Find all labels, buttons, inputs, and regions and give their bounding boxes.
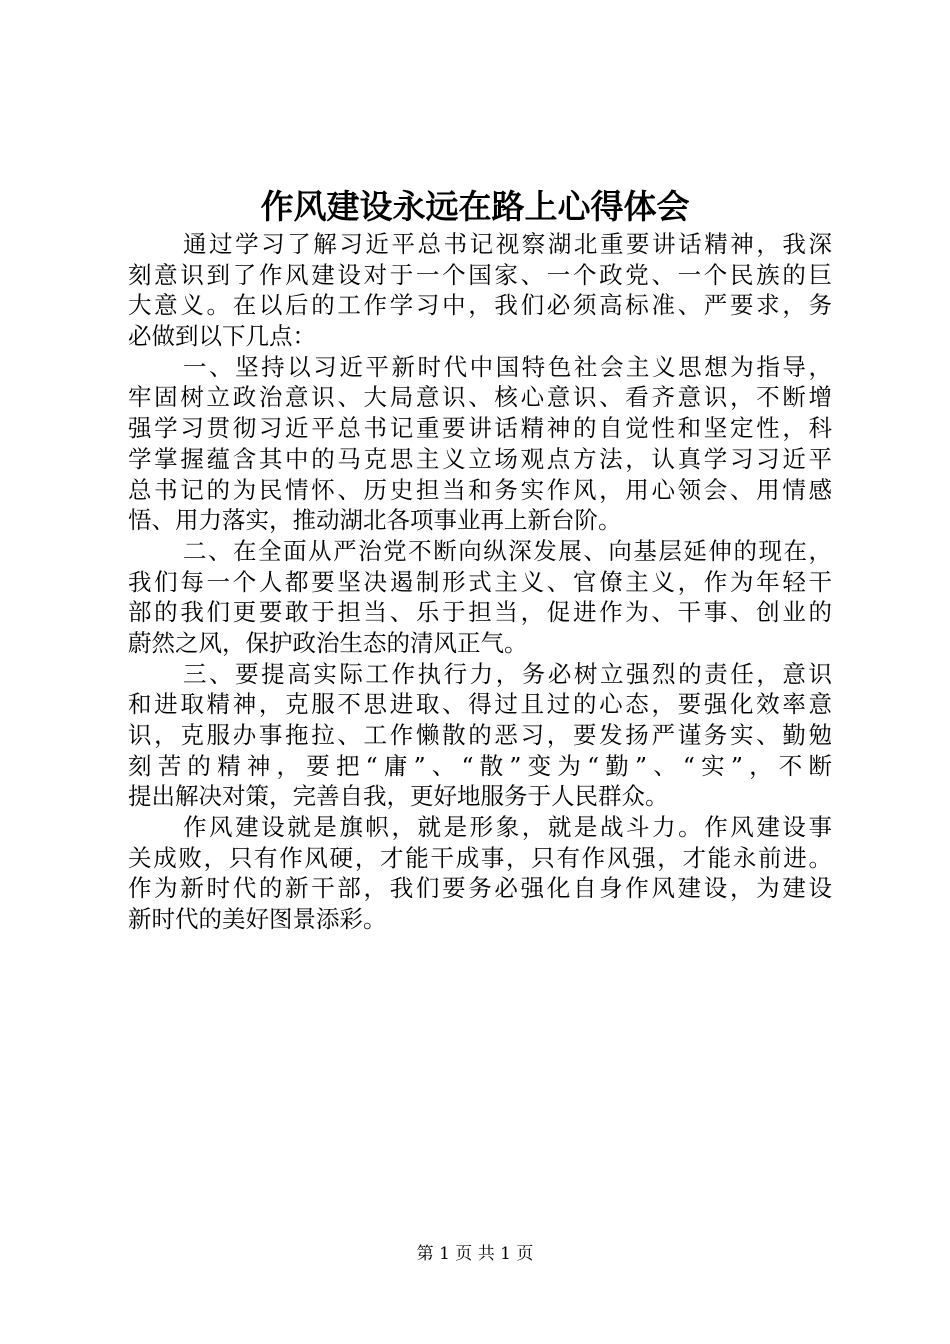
paragraph-line: 和进取精神，克服不思进取、得过且过的心态，要强化效率意: [128, 690, 832, 719]
paragraph-line: 二、在全面从严治党不断向纵深发展、向基层延伸的现在，: [183, 536, 832, 565]
paragraph-line: 牢固树立政治意识、大局意识、核心意识、看齐意识，不断增: [128, 383, 832, 412]
paragraph-line: 新时代的美好图景添彩。: [128, 905, 387, 934]
paragraph-line: 悟、用力落实，推动湖北各项事业再上新台阶。: [128, 506, 622, 535]
paragraph-line: 必做到以下几点：: [128, 322, 316, 351]
paragraph-line: 通过学习了解习近平总书记视察湖北重要讲话精神，我深: [183, 230, 832, 258]
paragraph-line: 提出解决对策，完善自我，更好地服务于人民群众。: [128, 782, 669, 811]
paragraph-line: 学掌握蕴含其中的马克思主义立场观点方法，认真学习习近平: [128, 444, 832, 473]
paragraph-line: 作为新时代的新干部，我们要务必强化自身作风建设，为建设: [128, 874, 832, 903]
paragraph-line: 刻苦的精神，要把“庸”、“散”变为“勤”、“实”，不断: [128, 751, 832, 780]
paragraph-line: 三、要提高实际工作执行力，务必树立强烈的责任，意识: [183, 659, 832, 688]
paragraph-line: 识，克服办事拖拉、工作懒散的恶习，要发扬严谨务实、勤勉: [128, 721, 832, 749]
document-body: [128, 229, 832, 935]
paragraph-line: 作风建设就是旗帜，就是形象，就是战斗力。作风建设事: [183, 813, 832, 842]
paragraph-line: 我们每一个人都要坚决遏制形式主义、官僚主义，作为年轻干: [128, 567, 832, 596]
paragraph-line: 总书记的为民情怀、历史担当和务实作风，用心领会、用情感: [128, 475, 832, 504]
page-footer: 第 1 页 共 1 页: [416, 1244, 534, 1264]
paragraph-line: 部的我们更要敢于担当、乐于担当，促进作为、干事、创业的: [128, 598, 832, 627]
paragraph-line: 一、坚持以习近平新时代中国特色社会主义思想为指导，: [183, 352, 832, 381]
paragraph-line: 大意义。在以后的工作学习中，我们必须高标准、严要求，务: [128, 291, 832, 320]
paragraph-line: 关成败，只有作风硬，才能干成事，只有作风强，才能永前进。: [128, 843, 832, 872]
paragraph-line: 刻意识到了作风建设对于一个国家、一个政党、一个民族的巨: [128, 260, 832, 289]
document-title: 作风建设永远在路上心得体会: [260, 187, 690, 226]
paragraph-line: 蔚然之风，保护政治生态的清风正气。: [128, 628, 528, 657]
paragraph-line: 强学习贯彻习近平总书记重要讲话精神的自觉性和坚定性，科: [128, 414, 832, 443]
